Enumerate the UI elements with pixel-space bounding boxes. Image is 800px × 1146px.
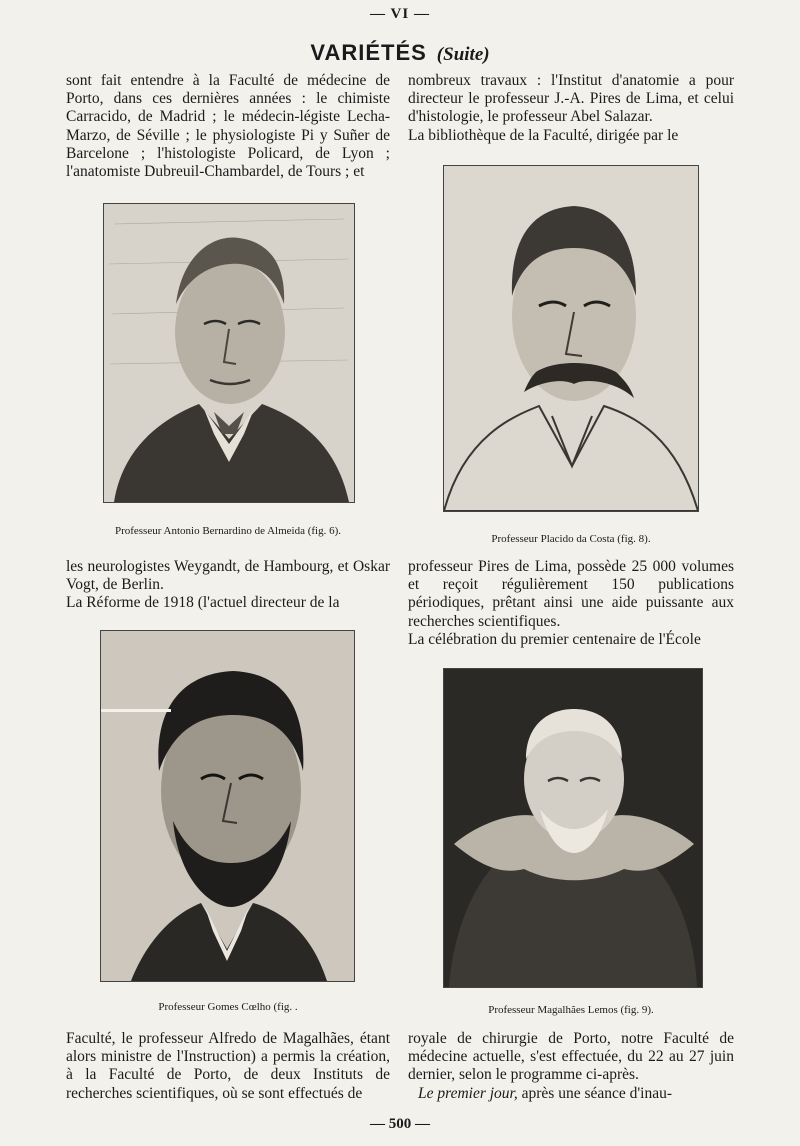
caption-fig7: Professeur Gomes Cœlho (fig. . [158,1001,298,1013]
portrait-coelho-drawing [101,631,354,981]
portrait-lemos-drawing [444,669,702,987]
caption-fig9: Professeur Magalhães Lemos (fig. 9). [488,1004,654,1016]
page-header-label: — VI — [370,6,430,22]
paragraph-right-bottom-tail: après une séance d'inau- [517,1084,673,1102]
section-title-main: VARIÉTÉS [310,40,427,65]
portrait-almeida-drawing [104,204,354,502]
portrait-coelho [100,630,355,982]
paragraph-left-middle: les neurologistes Weygandt, de Hambourg, et Oskar Vogt, de Berlin. La Réforme de 1918 (l'actuel directeur de la [66,558,390,612]
paragraph-right-bottom-body: royale de chirurgie de Porto, notre Faculté de médecine actuelle, s'est effectuée, du 22 au 27 juin dernier, selon le programme ci-après. [408,1030,734,1084]
portrait-costa-drawing [444,166,698,511]
caption-fig8: Professeur Placido da Costa (fig. 8). [491,533,651,545]
paragraph-left-bottom: Faculté, le professeur Alfredo de Magalhães, étant alors ministre de l'Instruction) a permis la création, à la Faculté de Porto, de deux Instituts de recherches scientifiques, où se sont effectués de [66,1030,390,1102]
portrait-lemos [443,668,703,988]
section-title-suffix: (Suite) [436,44,490,65]
section-title [0,40,800,66]
paragraph-right-bottom [408,1030,734,1103]
paragraph-right-middle: professeur Pires de Lima, possède 25 000 volumes et reçoit régulièrement 150 publications périodiques, prêtant ainsi une aide puissante aux recherches scientifiques. La célébration du premier centenaire de l'École [408,558,734,648]
paragraph-left-top: sont fait entendre à la Faculté de médecine de Porto, dans ces dernières années : le chimiste Carracido, de Madrid ; le médecin-légiste Lecha-Marzo, de Séville ; le physiologiste Pi y Suñer de Barcelone ; l'histologiste Policard, de Lyon ; l'anatomiste Dubreuil-Chambardel, de Tours ; et [66,72,390,181]
paragraph-right-bottom-italic: Le premier jour, [418,1084,518,1102]
portrait-almeida [103,203,355,503]
paragraph-right-top: nombreux travaux : l'Institut d'anatomie a pour directeur le professeur J.-A. Pires de Lima, et celui d'histologie, le professeur Abel Salazar. La bibliothèque de la Faculté, dirigée par le [408,72,734,144]
caption-fig6: Professeur Antonio Bernardino de Almeida (fig. 6). [114,525,342,537]
portrait-costa [443,165,699,512]
page-number: — 500 — [370,1116,430,1132]
